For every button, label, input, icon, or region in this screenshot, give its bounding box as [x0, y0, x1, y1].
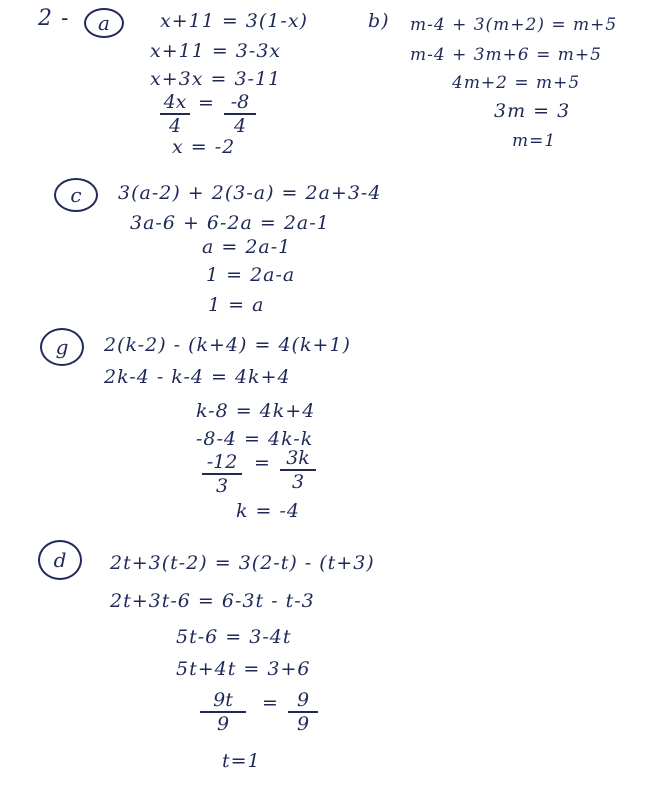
part-d-fraction-left — [200, 690, 246, 734]
part-a-frac-left-num: 4x — [163, 91, 187, 113]
part-d-line-2: 2t+3t-6 = 6-3t - t-3 — [110, 590, 315, 612]
part-c-line-5: 1 = a — [208, 294, 265, 316]
part-d-frac-left-num: 9t — [213, 689, 233, 711]
part-c-label: c — [70, 183, 82, 207]
part-c-line-3: a = 2a-1 — [202, 236, 292, 258]
part-g-line-4: -8-4 = 4k-k — [196, 428, 314, 450]
part-a-line-2: x+11 = 3-3x — [150, 40, 282, 62]
part-b-line-2: m-4 + 3m+6 = m+5 — [410, 45, 602, 65]
part-d-frac-right-num: 9 — [296, 689, 310, 711]
part-c-circle — [54, 178, 98, 212]
part-b-line-1: m-4 + 3(m+2) = m+5 — [410, 15, 618, 35]
part-a-frac-right-den: 4 — [233, 115, 247, 137]
part-g-line-2: 2k-4 - k-4 = 4k+4 — [104, 366, 291, 388]
part-c-line-1: 3(a-2) + 2(3-a) = 2a+3-4 — [118, 182, 382, 204]
part-b-label: b) — [368, 10, 390, 32]
part-d-line-3: 5t-6 = 3-4t — [176, 626, 292, 648]
part-g-frac-right-num: 3k — [286, 447, 310, 469]
part-g-frac-left-den: 3 — [215, 475, 229, 497]
part-a-fraction-left — [160, 92, 190, 136]
part-a-line-4: x = -2 — [172, 136, 236, 158]
part-g-circle — [40, 328, 84, 366]
part-c-line-2: 3a-6 + 6-2a = 2a-1 — [130, 212, 330, 234]
part-d-circle — [38, 540, 82, 580]
part-g-frac-right-den: 3 — [291, 471, 305, 493]
part-b-line-4: 3m = 3 — [494, 100, 571, 122]
part-a-line-3: x+3x = 3-11 — [150, 68, 282, 90]
part-d-line-1: 2t+3(t-2) = 3(2-t) - (t+3) — [110, 552, 375, 574]
part-b-line-5: m=1 — [512, 131, 557, 151]
part-b-line-3: 4m+2 = m+5 — [452, 73, 581, 93]
part-c-line-4: 1 = 2a-a — [206, 264, 296, 286]
equals-sign: = — [198, 92, 214, 114]
part-g-line-1: 2(k-2) - (k+4) = 4(k+1) — [104, 334, 351, 356]
part-d-label: d — [53, 548, 67, 572]
part-d-line-4: 5t+4t = 3+6 — [176, 658, 311, 680]
equals-sign: = — [254, 452, 270, 474]
part-g-fraction-left — [202, 452, 242, 496]
part-a-frac-left-den: 4 — [168, 115, 182, 137]
part-d-fraction-right — [288, 690, 318, 734]
part-d-line-5: t=1 — [222, 750, 261, 772]
part-a-label: a — [98, 11, 110, 35]
part-g-frac-left-num: -12 — [206, 451, 238, 473]
problem-number: 2 - — [38, 6, 70, 31]
part-a-circle — [84, 8, 124, 38]
part-a-fraction-right — [224, 92, 256, 136]
part-a-line-1: x+11 = 3(1-x) — [160, 10, 308, 32]
part-d-frac-left-den: 9 — [216, 713, 230, 735]
equals-sign: = — [262, 692, 278, 714]
part-d-frac-right-den: 9 — [296, 713, 310, 735]
part-g-fraction-right — [280, 448, 316, 492]
part-g-line-5: k = -4 — [236, 500, 301, 522]
part-g-line-3: k-8 = 4k+4 — [196, 400, 316, 422]
part-a-frac-right-num: -8 — [230, 91, 250, 113]
part-g-label: g — [55, 335, 69, 359]
